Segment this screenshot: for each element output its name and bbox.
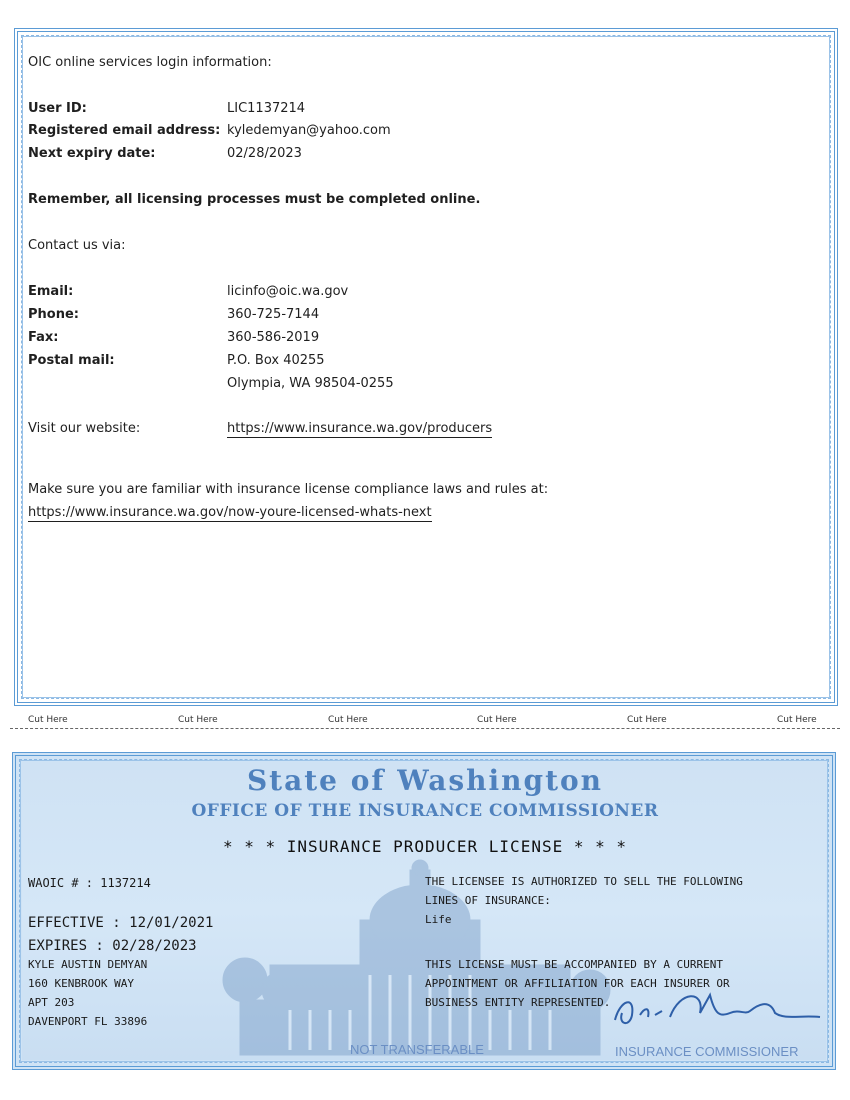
compliance-text: Make sure you are familiar with insurance license compliance laws and rules at: [28,482,549,497]
licensee-address-line1: 160 KENBROOK WAY [28,977,134,990]
website-link[interactable]: https://www.insurance.wa.gov/producers [227,421,493,436]
phone-label: Phone: [28,307,79,322]
cut-here-label: Cut Here [28,715,68,725]
contact-email-value: licinfo@oic.wa.gov [227,284,349,299]
office-title: OFFICE OF THE INSURANCE COMMISSIONER [191,801,659,821]
reminder-text: Remember, all licensing processes must be completed online. [28,192,481,207]
cut-here-label: Cut Here [627,715,667,725]
line-of-insurance: Life [425,913,452,926]
website-label: Visit our website: [28,421,141,436]
fax-label: Fax: [28,330,59,345]
authorization-line1: THE LICENSEE IS AUTHORIZED TO SELL THE FOLLOWING [425,875,743,888]
compliance-link[interactable]: https://www.insurance.wa.gov/now-youre-licensed-whats-next [28,505,432,520]
cut-line [10,728,840,729]
license-heading: * * * INSURANCE PRODUCER LICENSE * * * [222,837,628,856]
user-id-label: User ID: [28,101,87,116]
fax-value: 360-586-2019 [227,330,320,345]
not-transferable-label: NOT TRANSFERABLE [350,1042,484,1057]
licensee-address-line3: DAVENPORT FL 33896 [28,1015,148,1028]
email-value: kyledemyan@yahoo.com [227,123,391,138]
authorization-line2: LINES OF INSURANCE: [425,894,551,907]
licensee-address-line2: APT 203 [28,996,75,1009]
expires-date: EXPIRES : 02/28/2023 [28,938,197,954]
cut-here-label: Cut Here [328,715,368,725]
commissioner-title: INSURANCE COMMISSIONER [615,1044,799,1059]
cut-here-label: Cut Here [477,715,517,725]
contact-email-label: Email: [28,284,74,299]
contact-intro: Contact us via: [28,238,126,253]
postal-line2: Olympia, WA 98504-0255 [227,376,394,391]
waoic-number: WAOIC # : 1137214 [28,876,151,890]
notice-line1: THIS LICENSE MUST BE ACCOMPANIED BY A CURRENT [425,958,724,971]
expiry-label: Next expiry date: [28,146,156,161]
state-title: State of Washington [246,764,604,797]
postal-label: Postal mail: [28,353,115,368]
notice-line3: BUSINESS ENTITY REPRESENTED. [425,996,611,1009]
commissioner-signature [610,985,825,1035]
licensee-name: KYLE AUSTIN DEMYAN [28,958,148,971]
email-label: Registered email address: [28,123,221,138]
phone-value: 360-725-7144 [227,307,320,322]
cut-here-label: Cut Here [777,715,817,725]
postal-line1: P.O. Box 40255 [227,353,325,368]
user-id-value: LIC1137214 [227,101,306,116]
cut-guide [0,713,850,729]
notice-line2: APPOINTMENT OR AFFILIATION FOR EACH INSURER OR [425,977,730,990]
cut-here-label: Cut Here [178,715,218,725]
expiry-value: 02/28/2023 [227,146,302,161]
login-intro: OIC online services login information: [28,55,272,70]
effective-date: EFFECTIVE : 12/01/2021 [28,915,214,931]
